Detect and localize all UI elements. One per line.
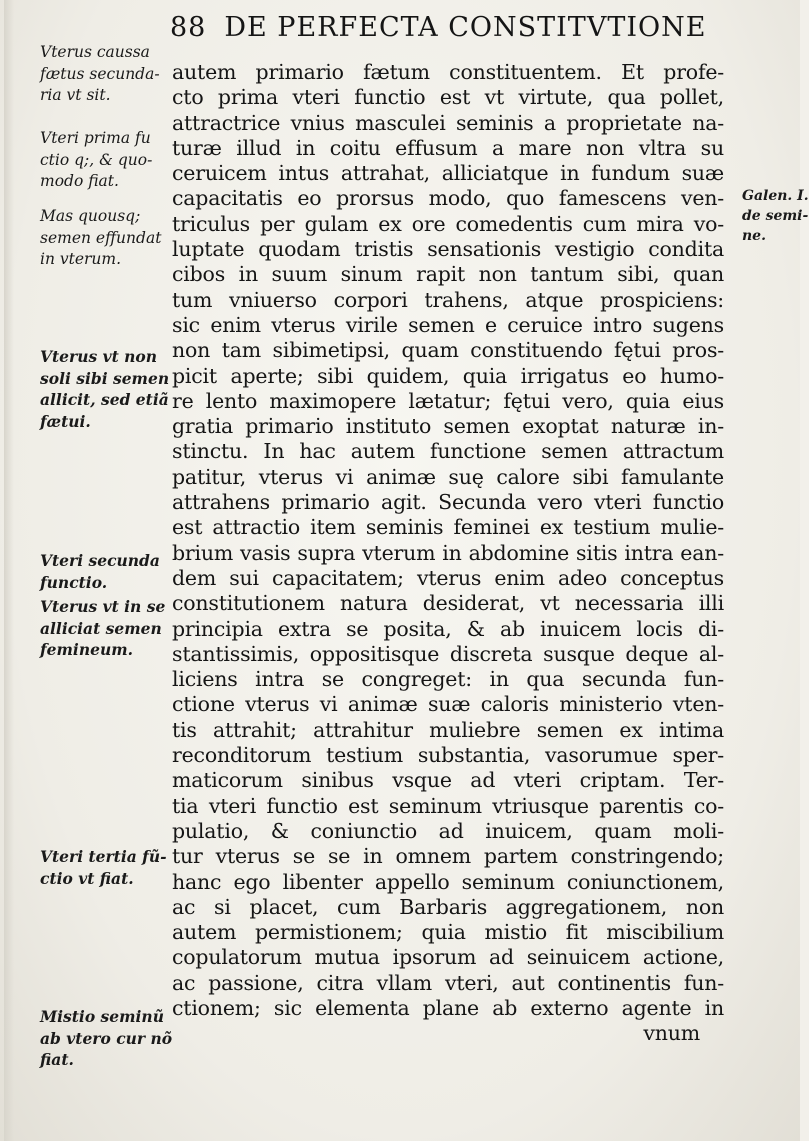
text-line: dem sui capacitatem; vterus enim adeo conceptus bbox=[172, 565, 724, 590]
text-line: luptate quodam tristis sensationis vestigio condita bbox=[172, 237, 724, 262]
margin-note-line: Vterus vt in se bbox=[40, 597, 166, 616]
margin-note-line: ctio vt fiat. bbox=[40, 868, 134, 888]
text-line: stantissimis, oppositisque discreta susque deque al- bbox=[172, 641, 724, 666]
text-line: patitur, vterus vi animæ suę calore sibi famulante bbox=[172, 464, 724, 489]
margin-note-line: ctio q;, & quo- bbox=[40, 150, 153, 169]
text-line: ac si placet, cum Barbaris aggregationem, non bbox=[172, 894, 724, 919]
running-title: DE PERFECTA CONSTITVTIONE bbox=[224, 12, 707, 43]
text-line: picit aperte; sibi quidem, quia irrigatus eo humo- bbox=[172, 363, 724, 388]
page-gutter-shadow bbox=[4, 0, 14, 1141]
margin-note-line: de semi- bbox=[742, 208, 809, 224]
text-line: cto prima vteri functio est vt virtute, qua pollet, bbox=[172, 85, 724, 110]
margin-note-line: Vteri secunda bbox=[40, 551, 160, 570]
page-number: 88 bbox=[170, 12, 207, 43]
text-line: triculus per gulam ex ore comedentis cum mira vo- bbox=[172, 211, 724, 236]
text-line: stinctu. In hac autem functione semen attractum bbox=[172, 439, 724, 464]
margin-note-line: ab vtero cur nõ bbox=[40, 1028, 173, 1048]
text-line: brium vasis supra vterum in abdomine sitis intra ean- bbox=[172, 540, 724, 565]
text-line: cibos in suum sinum rapit non tantum sibi, quan bbox=[172, 262, 724, 287]
text-line: gratia primario instituto semen exoptat naturæ in- bbox=[172, 414, 724, 439]
text-line: pulatio, & coniunctio ad inuicem, quam moli- bbox=[172, 818, 724, 843]
margin-note-mistio bbox=[40, 1006, 172, 1071]
margin-note-line: ne. bbox=[742, 228, 766, 244]
text-line: hanc ego libenter appello seminum coniunctionem, bbox=[172, 869, 724, 894]
margin-note-line: Vteri tertia fũ- bbox=[40, 847, 167, 866]
margin-note-line: Vterus caussa bbox=[40, 43, 150, 61]
margin-note-line: fætui. bbox=[40, 411, 91, 431]
margin-note-galen bbox=[742, 186, 809, 246]
margin-note-line: alliciat semen bbox=[40, 618, 162, 638]
margin-note-line: Vterus vt non bbox=[40, 347, 158, 366]
margin-note-vterus-vt-non bbox=[40, 346, 169, 432]
text-line: vnum bbox=[643, 1021, 700, 1046]
text-line: reconditorum testium substantia, vasorumue sper- bbox=[172, 743, 724, 768]
margin-note-line: femineum. bbox=[40, 640, 134, 659]
text-line: est attractio item seminis feminei ex testium mulie- bbox=[172, 515, 724, 540]
margin-note-vterus-vt-in-se bbox=[40, 596, 165, 661]
text-line: turæ illud in coitu effusum a mare non vltra su bbox=[172, 135, 724, 160]
text-line: sic enim vterus virile semen e ceruice intro sugens bbox=[172, 312, 724, 337]
text-line: attractrice vnius masculei seminis a proprietate na- bbox=[172, 110, 724, 135]
margin-note-line: Mistio seminũ bbox=[40, 1007, 164, 1026]
text-line: ctionem; sic elementa plane ab externo agente in bbox=[172, 995, 724, 1020]
text-line: capacitatis eo prorsus modo, quo famescens ven- bbox=[172, 186, 724, 211]
text-line: autem permistionem; quia mistio fit miscibilium bbox=[172, 920, 724, 945]
text-line: ac passione, citra vllam vteri, aut continentis fun- bbox=[172, 970, 724, 995]
margin-note-line: functio. bbox=[40, 572, 108, 592]
margin-note-line: Vteri prima fu bbox=[40, 129, 151, 147]
margin-note-line: ria vt sit. bbox=[40, 86, 111, 104]
text-line: copulatorum mutua ipsorum ad seinuicem actione, bbox=[172, 945, 724, 970]
text-line: tia vteri functio est seminum vtriusque parentis co- bbox=[172, 793, 724, 818]
text-line: tur vterus se se in omnem partem constringendo; bbox=[172, 844, 724, 869]
margin-note-line: Mas quousq; bbox=[40, 207, 141, 225]
margin-note-vterus-caussa bbox=[40, 42, 160, 107]
text-line: maticorum sinibus vsque ad vteri criptam. Ter- bbox=[172, 768, 724, 793]
margin-note-line: fiat. bbox=[40, 1050, 74, 1069]
margin-note-line: modo fiat. bbox=[40, 172, 119, 190]
text-line: attrahens primario agit. Secunda vero vteri functio bbox=[172, 490, 724, 515]
text-line: constitutionem natura desiderat, vt necessaria illi bbox=[172, 591, 724, 616]
margin-note-line: soli sibi semen bbox=[40, 368, 170, 388]
margin-note-line: allicit, sed etiã bbox=[40, 390, 169, 409]
margin-note-vteri-tertia bbox=[40, 846, 167, 889]
margin-note-mas-quousque bbox=[40, 206, 161, 271]
text-line: ctione vterus vi animæ suæ caloris ministerio vten- bbox=[172, 692, 724, 717]
margin-note-line: semen effundat bbox=[40, 228, 162, 247]
text-line: ceruicem intus attrahat, alliciatque in fundum suæ bbox=[172, 161, 724, 186]
text-line: non tam sibimetipsi, quam constituendo fętui pros- bbox=[172, 338, 724, 363]
text-line: tis attrahit; attrahitur muliebre semen ex intima bbox=[172, 717, 724, 742]
margin-note-line: Galen. I. bbox=[742, 188, 809, 204]
text-line: liciens intra se congreget: in qua secunda fun- bbox=[172, 667, 724, 692]
margin-note-vteri-prima bbox=[40, 128, 152, 193]
text-line: re lento maximopere lætatur; fętui vero, quia eius bbox=[172, 388, 724, 413]
page-header bbox=[170, 12, 730, 48]
margin-note-vteri-secunda bbox=[40, 550, 160, 593]
body-text bbox=[172, 60, 724, 1047]
margin-note-line: fætus secunda- bbox=[40, 64, 160, 83]
text-line: tum vniuerso corpori trahens, atque prospiciens: bbox=[172, 287, 724, 312]
margin-note-line: in vterum. bbox=[40, 250, 122, 268]
text-line: autem primario fætum constituentem. Et profe- bbox=[172, 60, 724, 84]
text-line: principia extra se posita, & ab inuicem locis di- bbox=[172, 616, 724, 641]
